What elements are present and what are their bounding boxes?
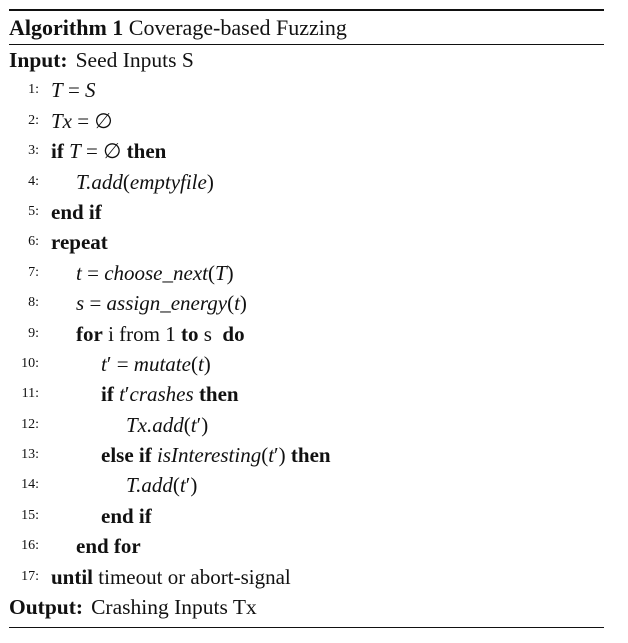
line-number: 16: (21, 538, 39, 554)
line-code: if T = ∅ then (51, 139, 167, 164)
line-number: 6: (28, 234, 39, 250)
algorithm-lines (9, 75, 604, 592)
algorithm-caption (9, 11, 604, 44)
line-code: Tx = ∅ (51, 108, 113, 133)
line-code: t = choose_next(T) (76, 260, 234, 285)
line-number: 1: (28, 82, 39, 98)
algorithm-line (9, 470, 604, 500)
line-code: t′ = mutate(t) (101, 351, 211, 376)
line-number: 8: (28, 295, 39, 311)
algorithm-line (9, 349, 604, 379)
line-number: 3: (28, 143, 39, 159)
line-code: end if (51, 199, 102, 224)
bottom-rule (9, 627, 604, 628)
line-code: end if (101, 503, 152, 528)
line-number: 7: (28, 264, 39, 280)
line-code: end for (76, 534, 141, 559)
line-code: if t′crashes then (101, 382, 239, 407)
algorithm-line (9, 410, 604, 440)
algorithm-line (9, 379, 604, 409)
algorithm-line (9, 258, 604, 288)
input-value: Seed Inputs S (75, 48, 194, 72)
algorithm-title: Coverage-based Fuzzing (128, 15, 347, 40)
output-keyword: Output: (9, 595, 84, 620)
algorithm-label: Algorithm 1 (9, 15, 124, 40)
line-number: 17: (21, 568, 39, 584)
line-number: 14: (21, 477, 39, 493)
output-line (9, 592, 604, 622)
algorithm-line (9, 167, 604, 197)
algorithm-line (9, 75, 604, 105)
input-line (9, 45, 604, 75)
algorithm-line (9, 288, 604, 318)
line-code: else if isInteresting(t′) then (101, 443, 331, 468)
algorithm-line (9, 197, 604, 227)
algorithm-block (9, 9, 604, 628)
line-number: 10: (21, 355, 39, 371)
line-number: 9: (28, 325, 39, 341)
line-code: T.add(emptyfile) (76, 169, 214, 194)
algorithm-line (9, 501, 604, 531)
algorithm-line (9, 227, 604, 257)
line-code: until timeout or abort-signal (51, 564, 291, 589)
algorithm-line (9, 319, 604, 349)
algorithm-line (9, 531, 604, 561)
line-number: 12: (21, 416, 39, 432)
line-code: T.add(t′) (126, 473, 198, 498)
algorithm-line (9, 136, 604, 166)
line-code: repeat (51, 230, 108, 255)
algorithm-line (9, 562, 604, 592)
line-code: s = assign_energy(t) (76, 291, 247, 316)
line-code: Tx.add(t′) (126, 412, 209, 437)
line-number: 5: (28, 203, 39, 219)
line-number: 4: (28, 173, 39, 189)
line-code: T = S (51, 78, 96, 103)
algorithm-line (9, 106, 604, 136)
output-value: Crashing Inputs Tx (91, 595, 257, 620)
line-code: for i from 1 to s do (76, 321, 245, 346)
algorithm-line (9, 440, 604, 470)
line-number: 2: (28, 112, 39, 128)
line-number: 13: (21, 447, 39, 463)
line-number: 11: (21, 386, 39, 402)
line-number: 15: (21, 507, 39, 523)
input-keyword: Input: (9, 48, 68, 72)
